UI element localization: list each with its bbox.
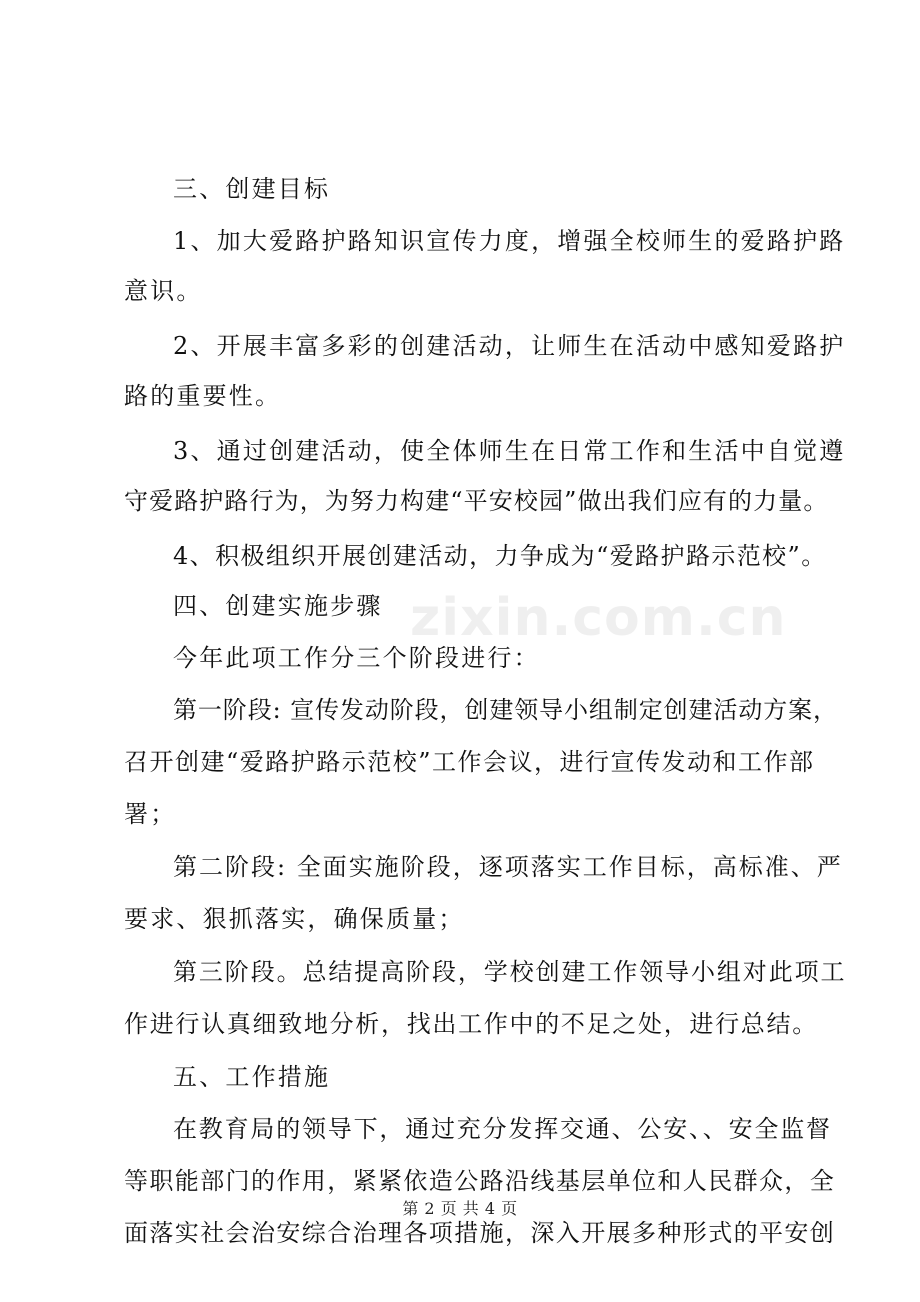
paragraph-line: 面落实社会治安综合治理各项措施，深入开展多种形式的平安创	[124, 1219, 836, 1247]
paragraph-line: 在教育局的领导下，通过充分发挥交通、公安、、安全监督	[173, 1115, 832, 1143]
paragraph-line: 4、积极组织开展创建活动，力争成为“爱路护路示范校”。	[173, 542, 827, 570]
paragraph-line: 今年此项工作分三个阶段进行：	[173, 644, 540, 672]
paragraph-line: 1、加大爱路护路知识宣传力度，增强全校师生的爱路护路	[173, 227, 846, 255]
paragraph-line: 守爱路护路行为，为努力构建“平安校园”做出我们应有的力量。	[124, 487, 829, 515]
paragraph-line: 意识。	[124, 277, 203, 305]
section-heading-4: 四、创建实施步骤	[173, 592, 383, 620]
paragraph-line: 3、通过创建活动，使全体师生在日常工作和生活中自觉遵	[173, 437, 846, 465]
section-heading-3: 三、创建目标	[173, 175, 331, 203]
page-footer: 第 2 页 共 4 页	[402, 1199, 518, 1218]
paragraph-line: 署；	[124, 800, 177, 828]
section-heading-5: 五、工作措施	[173, 1063, 331, 1091]
paragraph-line: 第一阶段: 宣传发动阶段，创建领导小组制定创建活动方案，	[173, 696, 838, 724]
paragraph-line: 要求、狠抓落实，确保质量；	[124, 905, 465, 933]
paragraph-line: 等职能部门的作用，紧紧依造公路沿线基层单位和人民群众，全	[124, 1167, 836, 1195]
paragraph-line: 路的重要性。	[124, 382, 282, 410]
paragraph-line: 第二阶段: 全面实施阶段，逐项落实工作目标，高标准、严	[173, 853, 843, 881]
paragraph-line: 作进行认真细致地分析，找出工作中的不足之处，进行总结。	[124, 1010, 818, 1038]
paragraph-line: 2、开展丰富多彩的创建活动，让师生在活动中感知爱路护	[173, 332, 846, 360]
watermark: zixin.com.cn	[410, 588, 787, 648]
paragraph-line: 召开创建“爱路护路示范校”工作会议，进行宣传发动和工作部	[124, 748, 815, 776]
paragraph-line: 第三阶段。总结提高阶段，学校创建工作领导小组对此项工	[173, 958, 847, 986]
